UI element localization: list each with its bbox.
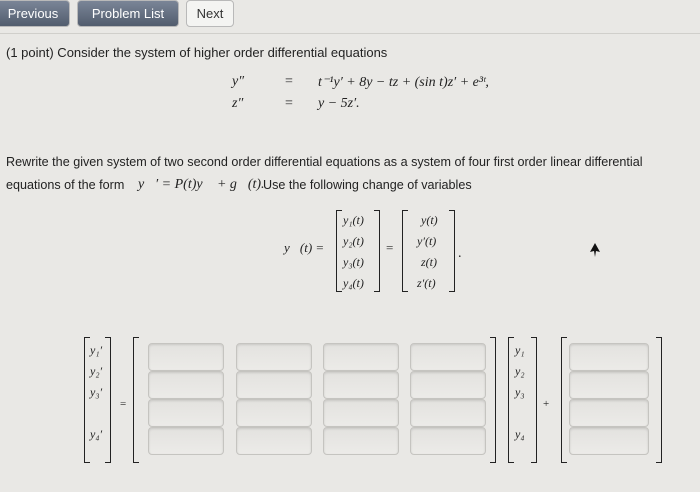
matrix-entry-input[interactable] bbox=[236, 427, 312, 455]
previous-button[interactable]: Previous bbox=[0, 0, 70, 27]
lhs-vector-entry: y₂′ bbox=[90, 364, 103, 378]
left-bracket bbox=[402, 210, 408, 292]
yvec-lhs: y⃗(t) = bbox=[284, 240, 325, 255]
answer-equals: = bbox=[120, 398, 127, 410]
rewrite-instructions-line2a: equations of the form bbox=[6, 178, 125, 192]
matrix-left-bracket bbox=[133, 337, 139, 463]
matrix-entry-input[interactable] bbox=[323, 371, 399, 399]
vector-y-entry: y₁(t) bbox=[343, 213, 364, 227]
matrix-entry-input[interactable] bbox=[148, 427, 224, 455]
rewrite-instructions-line1: Rewrite the given system of two second order differential equations as a system of four first order linear differential bbox=[6, 155, 643, 169]
matrix-entry-input[interactable] bbox=[410, 399, 486, 427]
vector-rhs-entry: z′(t) bbox=[417, 276, 436, 290]
g-vector-input[interactable] bbox=[569, 427, 649, 455]
y-vector-entry: y₃ bbox=[515, 385, 525, 399]
vector-y-entry: y₄(t) bbox=[343, 276, 364, 290]
matrix-entry-input[interactable] bbox=[410, 343, 486, 371]
vector-rhs-entry: y(t) bbox=[421, 213, 438, 227]
matrix-entry-input[interactable] bbox=[148, 343, 224, 371]
next-button[interactable]: Next bbox=[186, 0, 234, 27]
problem-list-button[interactable]: Problem List bbox=[77, 0, 179, 27]
rewrite-instructions-line2b: Use the following change of variables bbox=[263, 178, 472, 192]
y-vector-entry: y₂ bbox=[515, 364, 525, 378]
divider bbox=[0, 33, 700, 34]
left-bracket bbox=[336, 210, 342, 292]
eq1-equals: = bbox=[285, 74, 293, 89]
vector-rhs-entry: y′(t) bbox=[417, 234, 437, 248]
right-bracket bbox=[374, 210, 380, 292]
vector-y-entry: y₃(t) bbox=[343, 255, 364, 269]
matrix-entry-input[interactable] bbox=[148, 371, 224, 399]
y-vector-entry: y₄ bbox=[515, 427, 525, 441]
plus-sign: + bbox=[543, 398, 550, 410]
g-vector-input[interactable] bbox=[569, 399, 649, 427]
left-bracket bbox=[508, 337, 514, 463]
eq1-rhs: t⁻¹y′ + 8y − tz + (sin t)z′ + e³ᵗ, bbox=[318, 75, 489, 90]
vars-equals: = bbox=[386, 240, 394, 255]
matrix-right-bracket bbox=[490, 337, 496, 463]
lhs-vector-entry: y₄′ bbox=[90, 427, 103, 441]
eq1-lhs: y″ bbox=[232, 74, 245, 89]
matrix-entry-input[interactable] bbox=[323, 343, 399, 371]
period: . bbox=[458, 246, 462, 261]
right-bracket bbox=[531, 337, 537, 463]
g-vector-input[interactable] bbox=[569, 371, 649, 399]
matrix-entry-input[interactable] bbox=[148, 399, 224, 427]
lhs-vector-entry: y₁′ bbox=[90, 343, 103, 357]
eq2-lhs: z″ bbox=[232, 96, 244, 111]
problem-intro: (1 point) Consider the system of higher order differential equations bbox=[6, 45, 388, 60]
g-vector-left-bracket bbox=[561, 337, 567, 463]
matrix-entry-input[interactable] bbox=[410, 371, 486, 399]
g-vector-input[interactable] bbox=[569, 343, 649, 371]
lhs-vector-entry: y₃′ bbox=[90, 385, 103, 399]
y-vector-entry: y₁ bbox=[515, 343, 525, 357]
g-vector-right-bracket bbox=[656, 337, 662, 463]
vector-y-entry: y₂(t) bbox=[343, 234, 364, 248]
matrix-entry-input[interactable] bbox=[323, 399, 399, 427]
matrix-entry-input[interactable] bbox=[410, 427, 486, 455]
matrix-entry-input[interactable] bbox=[236, 371, 312, 399]
vector-rhs-entry: z(t) bbox=[421, 255, 437, 269]
problem-nav-bar bbox=[0, 0, 700, 30]
matrix-entry-input[interactable] bbox=[236, 343, 312, 371]
right-bracket bbox=[449, 210, 455, 292]
right-bracket bbox=[105, 337, 111, 463]
eq2-rhs: y − 5z′. bbox=[318, 96, 360, 111]
matrix-entry-input[interactable] bbox=[236, 399, 312, 427]
eq2-equals: = bbox=[285, 96, 293, 111]
matrix-entry-input[interactable] bbox=[323, 427, 399, 455]
system-form-formula: y⃗′ = P(t)y⃗ + g⃗(t). bbox=[138, 177, 265, 192]
mouse-pointer-icon bbox=[589, 243, 601, 257]
